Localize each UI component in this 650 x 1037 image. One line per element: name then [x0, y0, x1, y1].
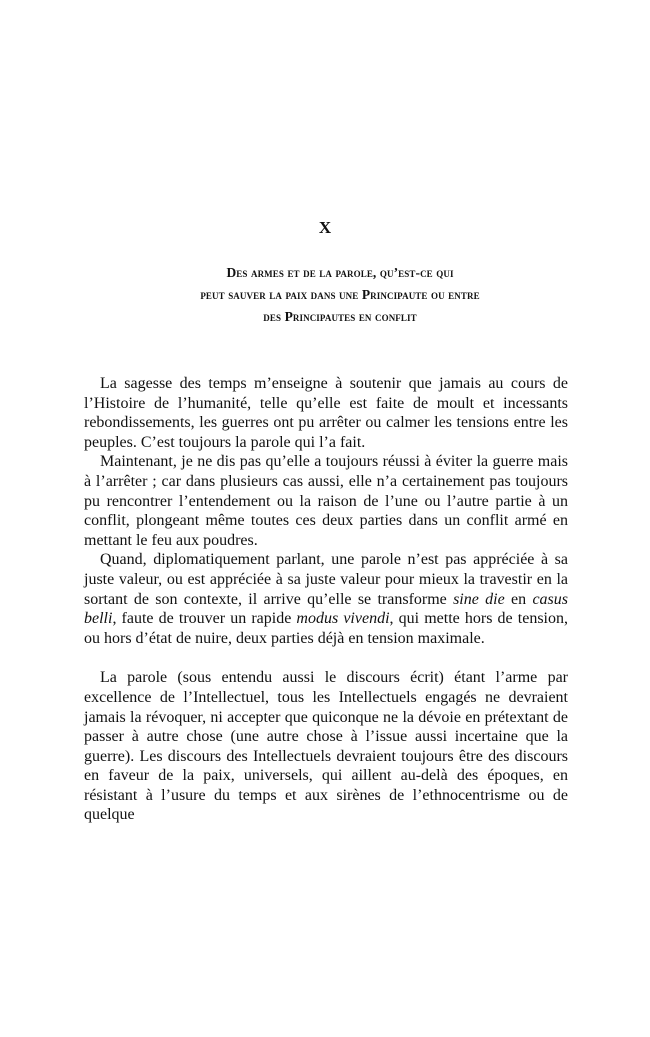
- chapter-title: [60, 262, 620, 328]
- chapter-number: X: [318, 218, 332, 237]
- paragraph: [84, 668, 568, 825]
- text-segment: Quand, diplomatiquement parlant, une parole n’est pas appréciée à sa juste valeur, ou est appréciée à sa juste valeur pour mieux la travestir en la sortant de son contexte, il arrive qu’elle se transforme: [84, 551, 568, 608]
- chapter-title-line: peut sauver la paix dans une Principaute ou entre: [200, 287, 480, 302]
- paragraph: [84, 550, 568, 648]
- text-segment: , faute de trouver un rapide: [112, 610, 297, 628]
- text-segment: La sagesse des temps m’enseigne à soutenir que jamais au cours de l’Histoire de l’humanité, telle qu’elle est faite de moult et incessants rebondissements, les guerres ont pu arrêter ou calmer les tensions entre les peuples. C’est toujours la parole qui l’a fait.: [84, 375, 568, 451]
- text-segment: en: [504, 590, 533, 608]
- text-segment: Maintenant, je ne dis pas qu’elle a toujours réussi à éviter la guerre mais à l’arrêter ; car dans plusieurs cas aussi, elle n’a certainement pas toujours pu rencontrer l’entendement ou la raison de l’une ou l’autre partie à un conflit, plongeant même toutes ces deux parties dans un conflit armé en mettant le feu aux poudres.: [84, 453, 568, 549]
- body-text: [84, 374, 568, 825]
- paragraph: [84, 452, 568, 550]
- italic-term: sine die: [453, 590, 505, 608]
- italic-term: modus vivendi: [296, 610, 390, 628]
- paragraph: [84, 374, 568, 452]
- italic-term: casus belli: [84, 590, 568, 628]
- chapter-title-line: Des armes et de la parole, qu’est-ce qui: [226, 265, 454, 280]
- text-segment: , qui mette hors de tension, ou hors d’état de nuire, deux parties déjà en tension maximale.: [84, 610, 568, 647]
- chapter-title-line: des Principautes en conflit: [263, 309, 417, 324]
- text-segment: La parole (sous entendu aussi le discours écrit) étant l’arme par excellence de l’Intellectuel, tous les Intellectuels engagés ne devraient jamais la révoquer, ni accepter que quiconque ne la dévoie en prétextant de passer à autre chose (une autre chose à l’issue aussi incertaine que la guerre). Les discours des Intellectuels devraient toujours être des discours en faveur de la paix, universels, qui aillent au-delà des époques, en résistant à l’usure du temps et aux sirènes de l’ethnocentrisme ou de quelque: [84, 669, 568, 824]
